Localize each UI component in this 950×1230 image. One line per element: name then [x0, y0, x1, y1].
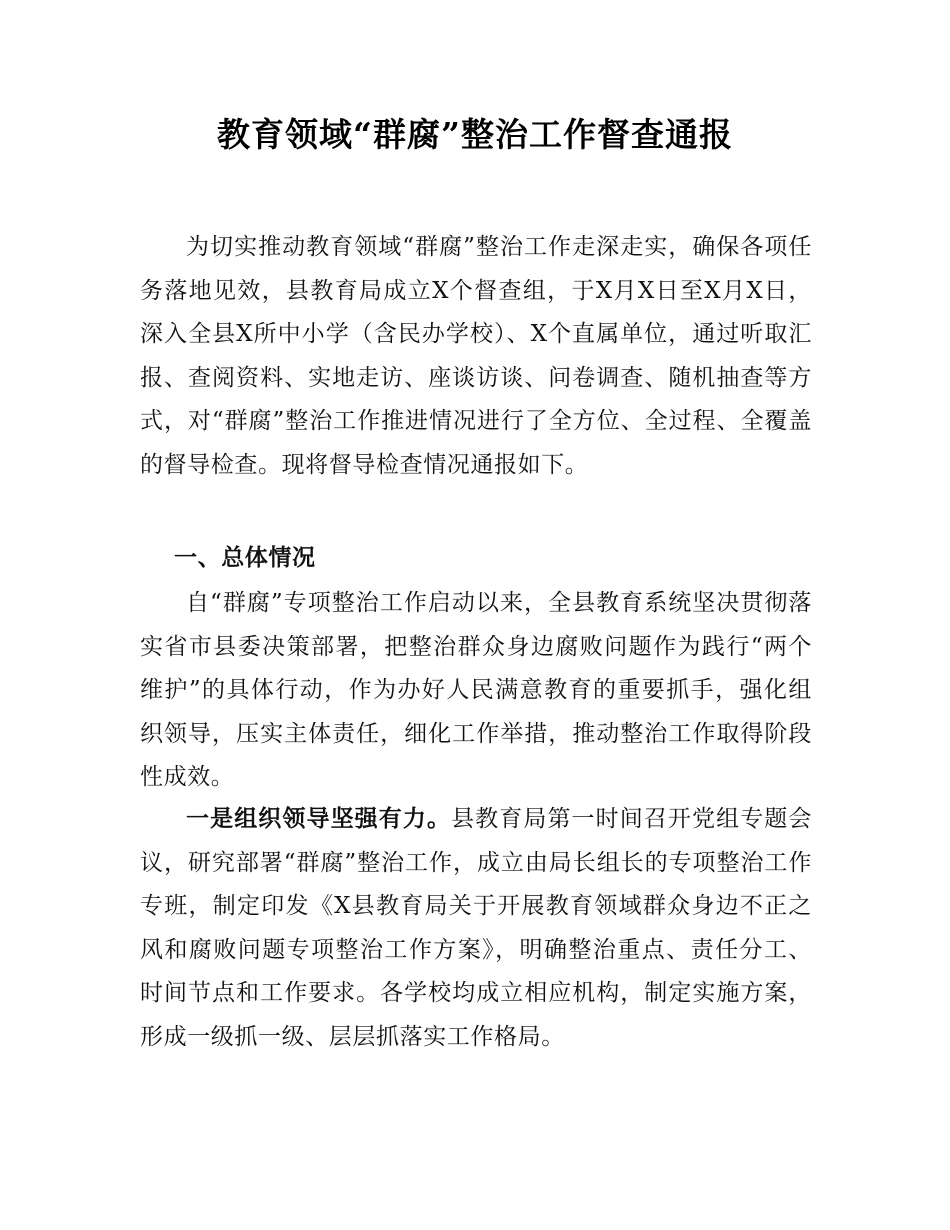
intro-paragraph-block [140, 226, 812, 487]
document-title: 教育领域“群腐”整治工作督查通报 [217, 115, 733, 154]
point-one-lead: 一是组织领导坚强有力。 [186, 806, 452, 832]
intro-paragraph: 为切实推动教育领域“群腐”整治工作走深走实，确保各项任务落地见效，县教育局成立X个督查组，于X月X日至X月X日，深入全县X所中小学（含民办学校）、X个直属单位，通过听取汇报、查阅资料、实地走访、座谈访谈、问卷调查、随机抽查等方式，对“群腐”整治工作推进情况进行了全方位、全过程、全覆盖的督导检查。现将督导检查情况通报如下。 [140, 234, 812, 478]
point-one-block [140, 798, 812, 1059]
overview-paragraph: 自“群腐”专项整治工作启动以来，全县教育系统坚决贯彻落实省市县委决策部署，把整治群众身边腐败问题作为践行“两个维护”的具体行动，作为办好人民满意教育的重要抓手，强化组织领导，压实主体责任，细化工作举措，推动整治工作取得阶段性成效。 [140, 590, 812, 790]
point-one-paragraph [140, 798, 812, 1059]
point-one-text: 县教育局第一时间召开党组专题会议，研究部署“群腐”整治工作，成立由局长组长的专项整治工作专班，制定印发《X县教育局关于开展教育领域群众身边不正之风和腐败问题专项整治工作方案》，明确整治重点、责任分工、时间节点和工作要求。各学校均成立相应机构，制定实施方案，形成一级抓一级、层层抓落实工作格局。 [140, 806, 813, 1050]
section-heading: 一、总体情况 [174, 545, 316, 571]
overview-paragraph-block [140, 582, 812, 800]
